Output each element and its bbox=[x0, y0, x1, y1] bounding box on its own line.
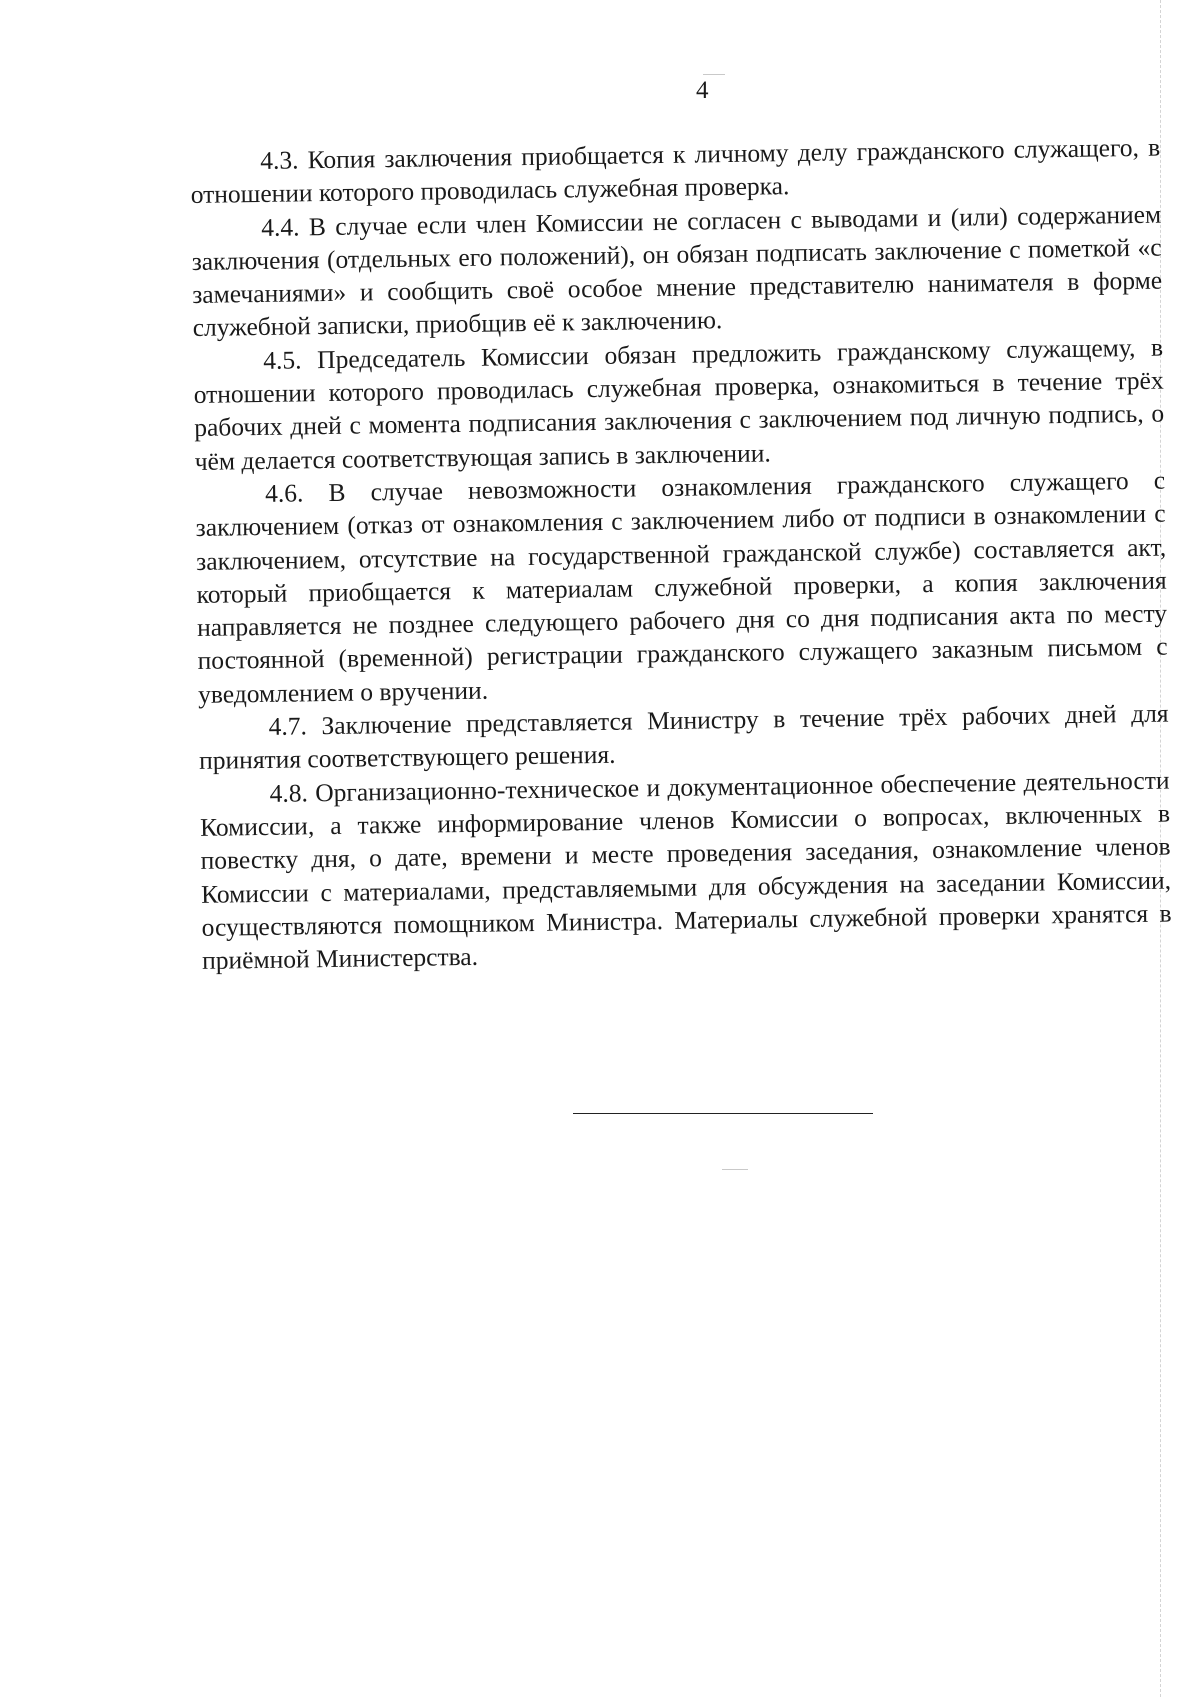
paragraph-4-6: 4.6. В случае невозможности ознакомления гражданского служащего с заключением (отказ от ознакомления с заключением либо от подписи в ознакомлении с заключением, отсутствие на государственной гражданской службе) составляется акт, который приобщается к материалам служебной проверки, а копия заключения направляется не позднее следующего рабочего дня со дня подписания акта по месту постоянной (временной) регистрации гражданского служащего заказным письмом с уведомлением о вручении. bbox=[195, 465, 1168, 709]
paragraph-4-4: 4.4. В случае если член Комиссии не согласен с выводами и (или) содержанием заключения (отдельных его положений), он обязан подписать заключение с пометкой «с замечаниями» и сообщить своё особое мнение представителю нанимателя в форме служебной записки, приобщив её к заключению. bbox=[191, 199, 1163, 343]
paragraph-4-5: 4.5. Председатель Комиссии обязан предложить гражданскому служащему, в отношении которого проводилась служебная проверка, ознакомиться в течение трёх рабочих дней с момента подписания заключения с заключением под личную подпись, о чём делается соответствующая запись в заключении. bbox=[193, 332, 1165, 476]
end-of-document-rule bbox=[573, 1113, 873, 1114]
scan-mark-bottom bbox=[722, 1169, 748, 1170]
paragraph-4-7: 4.7. Заключение представляется Министру в течение трёх рабочих дней для принятия соответствующего решения. bbox=[198, 698, 1169, 776]
scan-mark-top bbox=[703, 74, 725, 75]
page-number: 4 bbox=[696, 77, 709, 104]
document-body bbox=[190, 131, 1172, 978]
paragraph-4-3: 4.3. Копия заключения приобщается к личному делу гражданского служащего, в отношении которого проводилась служебная проверка. bbox=[190, 132, 1161, 210]
paragraph-4-8: 4.8. Организационно-техническое и документационное обеспечение деятельности Комиссии, а также информирование членов Комиссии о вопросах, включенных в повестку дня, о дате, времени и месте проведения заседания, ознакомление членов Комиссии с материалами, представляемыми для обсуждения на заседании Комиссии, осуществляются помощником Министра. Материалы служебной проверки хранятся в приёмной Министерства. bbox=[199, 765, 1172, 976]
